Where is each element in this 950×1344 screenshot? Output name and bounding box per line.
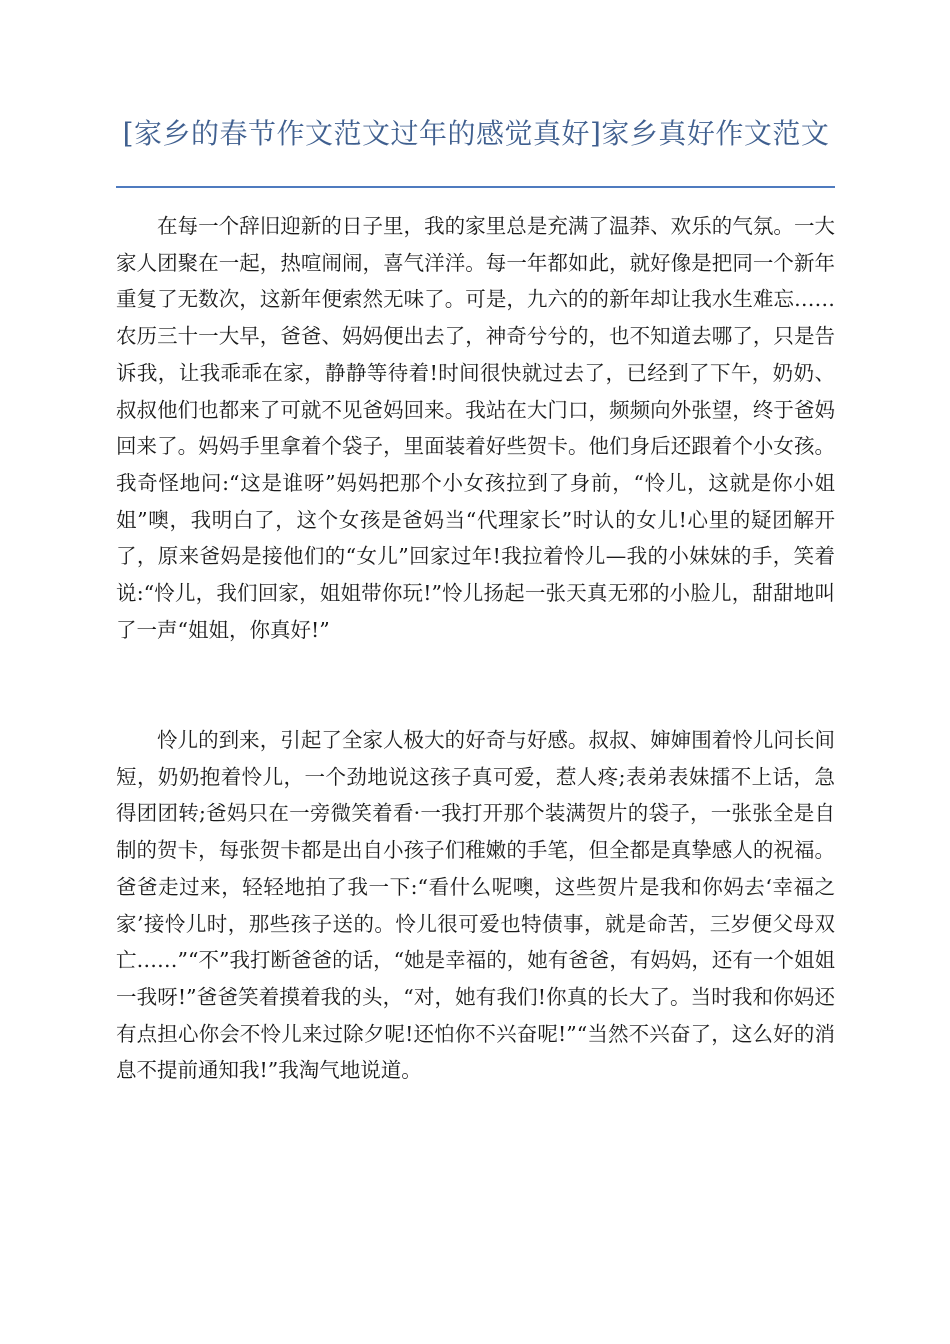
title-underline-rule (116, 186, 835, 188)
paragraph-2: 怜儿的到来，引起了全家人极大的好奇与好感。叔叔、婶婶围着怜儿问长间短，奶奶抱着怜儿，一个劲地说这孩子真可爱，惹人疼;表弟表妹擂不上话，急得团团转;爸妈只在一旁微笑着看·一我打开那个装满贺片的袋子，一张张全是自制的贺卡，每张贺卡都是出自小孩子们稚嫩的手笔，但全都是真挚感人的祝福。爸爸走过来，轻轻地拍了我一下:“看什么呢噢，这些贺片是我和你妈去‘幸福之家’接怜儿时，那些孩子送的。怜儿很可爱也特债事，就是命苦，三岁便父母双亡……”“不”我打断爸爸的话，“她是幸福的，她有爸爸，有妈妈，还有一个姐姐一我呀!”爸爸笑着摸着我的头，“对，她有我们!你真的长大了。当时我和你妈还有点担心你会不怜儿来过除夕呢!还怕你不兴奋呢!”“当然不兴奋了，这么好的消息不提前通知我!”我淘气地说道。 (116, 728, 835, 1083)
document-title: [家乡的春节作文范文过年的感觉真好]家乡真好作文范文 (122, 117, 830, 150)
paragraph-1: 在每一个辞旧迎新的日子里，我的家里总是充满了温莽、欢乐的气氛。一大家人团聚在一起，热喧闹闹，喜气洋洋。每一年都如此，就好像是把同一个新年重复了无数次，这新年便索然无味了。可是，九六的的新年却让我水生难忘…… 农历三十一大早，爸爸、妈妈便出去了，神奇兮兮的，也不知道去哪了，只是告诉我，让我乖乖在家，静静等待着!时间很快就过去了，已经到了下午，奶奶、叔叔他们也都来了可就不见爸妈回来。我站在大门口，频频向外张望，终于爸妈回来了。妈妈手里拿着个袋子，里面装着好些贺卡。他们身后还跟着个小女孩。我奇怪地问:“这是谁呀”妈妈把那个小女孩拉到了身前，“怜儿，这就是你小姐姐”噢，我明白了，这个女孩是爸妈当“代理家长”时认的女儿!心里的疑团解开了，原来爸妈是接他们的“女儿”回家过年!我拉着怜儿—我的小妹妹的手，笑着说:“怜儿，我们回家，姐姐带你玩!”怜儿扬起一张天真无邪的小脸儿，甜甜地叫了一声“姐姐，你真好!” (116, 214, 856, 642)
